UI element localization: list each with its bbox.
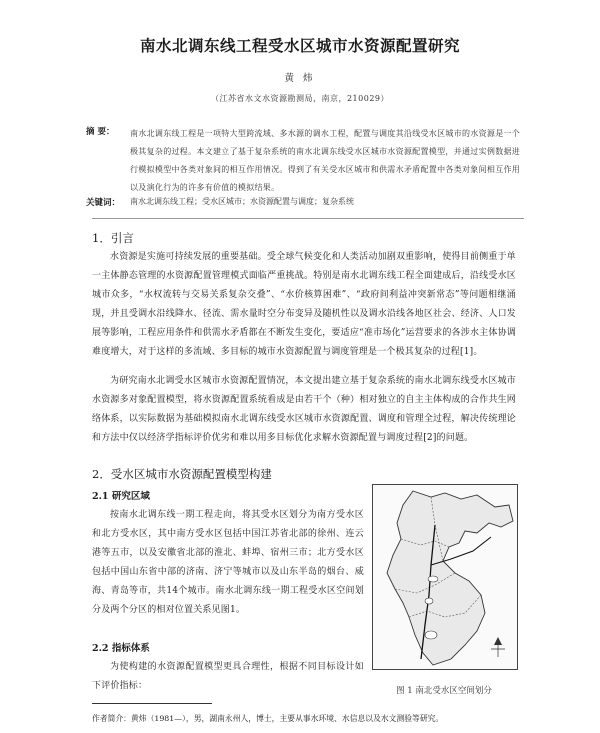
abstract-divider: [92, 218, 524, 219]
author-bio-footnote: 作者简介：黄炜（1981—），男，湖南永州人，博士，主要从事水环境、水信息以及水文测验等研究。: [92, 714, 444, 723]
subsection-2-1-text: 按南水北调东线一期工程走向，将其受水区划分为南方受水区和北方受水区，其中南方受水区包括中国江苏省北部的徐州、连云港等五市，以及安徽省北部的淮北、蚌埠、宿州三市；北方受水区包括中国山东省中部的济南、济宁等城市以及山东半岛的烟台、威海、青岛等市，共14个城市。南水北调东线一期工程受水区空间划分及两个分区的相对位置关系见图1。: [92, 510, 364, 615]
footnote-rule: [92, 703, 212, 704]
subsection-2-2-text: 为使构建的水资源配置模型更具合理性，根据不同目标设计如下评价指标：: [92, 662, 364, 691]
paper-title: 南水北调东线工程受水区城市水资源配置研究: [139, 36, 460, 55]
section-1-heading: 1．引言: [92, 231, 134, 245]
section-2-heading: 2．受水区城市水资源配置模型构建: [92, 467, 272, 481]
abstract-text: 南水北调东线工程是一项特大型跨流域、多水源的调水工程，配置与调度其沿线受水区城市的水资源是一个极其复杂的过程。本文建立了基于复杂系统的南水北调东线受水区城市水资源配置模型，并通过实例数据进行模拟模型中各类对象间的相互作用情况。得到了有关受水区城市和供需水矛盾配置中各类对象间相互作用以及演化行为的许多有价值的模拟结果。: [130, 129, 521, 192]
map-outline-icon: [373, 485, 517, 669]
subsection-2-1-heading: 2.1 研究区域: [92, 491, 150, 502]
keywords-label: 关键词：: [86, 198, 121, 208]
section-1-paragraph-2: 为研究南水北调受水区城市水资源配置情况，本文提出建立基于复杂系统的南水北调东线受水区城市水资源多对象配置模型，将水资源配置系统看成是由若干个（种）相对独立的自主主体构成的合作共生网络体系，以实际数据为基础模拟南水北调东线受水区城市水资源配置、调度和管理全过程，解决传统理论和方法中仅以经济学指标评价优劣和难以用多目标优化求解水资源配置与调度过程[2]的问题。: [92, 376, 516, 443]
abstract-label: 摘 要：: [86, 127, 115, 137]
subsection-2-2-heading: 2.2 指标体系: [92, 643, 150, 654]
keywords-text: 南水北调东线工程；受水区城市；水资源配置与调度；复杂系统: [130, 197, 354, 206]
author-affiliation: （江苏省水文水资源勘测局，南京，210029）: [210, 94, 390, 103]
figure-1-caption: 图 1 南北受水区空间划分: [396, 686, 492, 696]
section-1-paragraph-1: 水资源是实施可持续发展的重要基础。受全球气候变化和人类活动加剧双重影响，使得目前侧重于单一主体静态管理的水资源配置管理模式面临严重挑战。特别是南水北调东线工程全面建成后，沿线受水区城市众多，“水权流转与交易关系复杂交叠”、“水价核算困难”、“政府间利益冲突新常态”等问题相继涌现，并且受调水沿线降水、径流、需水量时空分布变异及随机性以及调水沿线各地区社会、经济、人口发展等影响，工程应用条件和供需水矛盾都在不断发生变化，要适应“准市场化”运营要求的各涉水主体协调难度增大，对于这样的多流域、多目标的城市水资源配置与调度管理是一个极其复杂的过程[1]。: [92, 252, 516, 357]
author-name: 黄 炜: [284, 73, 316, 84]
figure-1-map: [372, 484, 518, 670]
